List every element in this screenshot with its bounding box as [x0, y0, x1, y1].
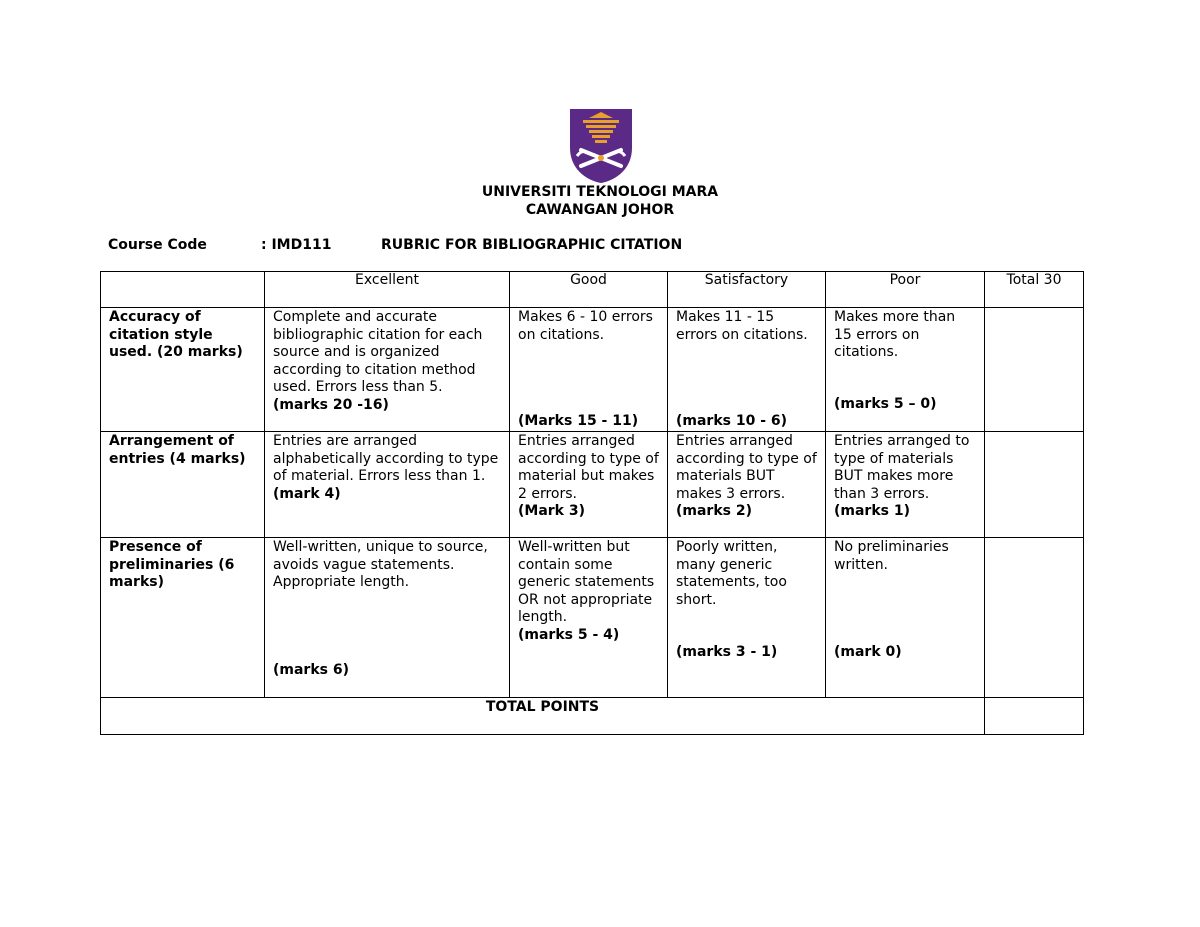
cell-marks: (marks 10 - 6) — [676, 412, 788, 429]
cell-description: Entries are arranged alphabetically according to type of material. Errors less than 1. — [273, 433, 499, 484]
course-code-value: : IMD111 — [261, 237, 332, 253]
cell-marks: (Marks 15 - 11) — [518, 412, 639, 429]
cell-good — [510, 432, 668, 538]
cell-excellent — [265, 308, 510, 432]
header-total-label: Total 30 — [1006, 272, 1062, 288]
table-row — [101, 308, 1084, 432]
cell-poor — [826, 538, 985, 698]
campus-name: CAWANGAN JOHOR — [525, 202, 675, 218]
cell-marks: (mark 4) — [273, 485, 341, 502]
header-poor: Poor — [826, 272, 985, 308]
rubric-table — [100, 271, 1084, 735]
header-row — [101, 272, 1084, 308]
rubric-title: RUBRIC FOR BIBLIOGRAPHIC CITATION — [381, 237, 683, 253]
cell-marks: (marks 20 -16) — [273, 396, 389, 413]
cell-description: Entries arranged to type of materials BUT makes more than 3 errors. — [834, 433, 970, 502]
header-total — [985, 272, 1084, 308]
cell-total — [985, 432, 1084, 538]
cell-description: Makes 6 - 10 errors on citations. — [518, 309, 653, 343]
cell-total — [985, 538, 1084, 698]
cell-marks: (marks 2) — [676, 503, 752, 519]
uitm-crest-icon — [569, 108, 633, 184]
cell-description: Complete and accurate bibliographic citation for each source and is organized according to citation method used. Errors less than 5. — [273, 309, 483, 395]
total-row — [101, 698, 1084, 735]
cell-marks: (marks 5 – 0) — [834, 395, 937, 412]
header-good: Good — [510, 272, 668, 308]
cell-excellent — [265, 432, 510, 538]
cell-marks: (marks 1) — [834, 503, 910, 519]
criterion-preliminaries: Presence of preliminaries (6 marks) — [101, 538, 265, 698]
cell-poor — [826, 308, 985, 432]
cell-description: No preliminaries written. — [834, 539, 949, 573]
cell-satisfactory — [668, 432, 826, 538]
cell-marks: (marks 3 - 1) — [676, 643, 778, 660]
header-satisfactory: Satisfactory — [668, 272, 826, 308]
course-code-label: Course Code — [108, 237, 207, 253]
header-excellent: Excellent — [265, 272, 510, 308]
total-points-label: TOTAL POINTS — [101, 698, 985, 735]
cell-description: Entries arranged according to type of materials BUT makes 3 errors. — [676, 433, 817, 502]
cell-good — [510, 308, 668, 432]
cell-marks: (marks 6) — [273, 661, 349, 678]
cell-marks: (Mark 3) — [518, 503, 586, 519]
cell-description: Well-written, unique to source, avoids vague statements. Appropriate length. — [273, 539, 488, 590]
cell-poor — [826, 432, 985, 538]
cell-excellent — [265, 538, 510, 698]
cell-satisfactory — [668, 308, 826, 432]
table-row — [101, 432, 1084, 538]
cell-total — [985, 308, 1084, 432]
criterion-accuracy: Accuracy of citation style used. (20 marks) — [101, 308, 265, 432]
criterion-arrangement: Arrangement of entries (4 marks) — [101, 432, 265, 538]
cell-description: Well-written but contain some generic statements OR not appropriate length. — [518, 539, 655, 625]
cell-satisfactory — [668, 538, 826, 698]
cell-description: Poorly written, many generic statements, too short. — [676, 539, 787, 608]
university-name: UNIVERSITI TEKNOLOGI MARA — [481, 184, 719, 200]
cell-description: Makes 11 - 15 errors on citations. — [676, 309, 808, 343]
total-points-value — [985, 698, 1084, 735]
cell-description: Makes more than 15 errors on citations. — [834, 309, 956, 360]
table-row — [101, 538, 1084, 698]
cell-marks: (mark 0) — [834, 643, 902, 660]
cell-marks: (marks 5 - 4) — [518, 626, 620, 643]
cell-good — [510, 538, 668, 698]
cell-description: Entries arranged according to type of material but makes 2 errors. — [518, 433, 659, 502]
header-criterion — [101, 272, 265, 308]
